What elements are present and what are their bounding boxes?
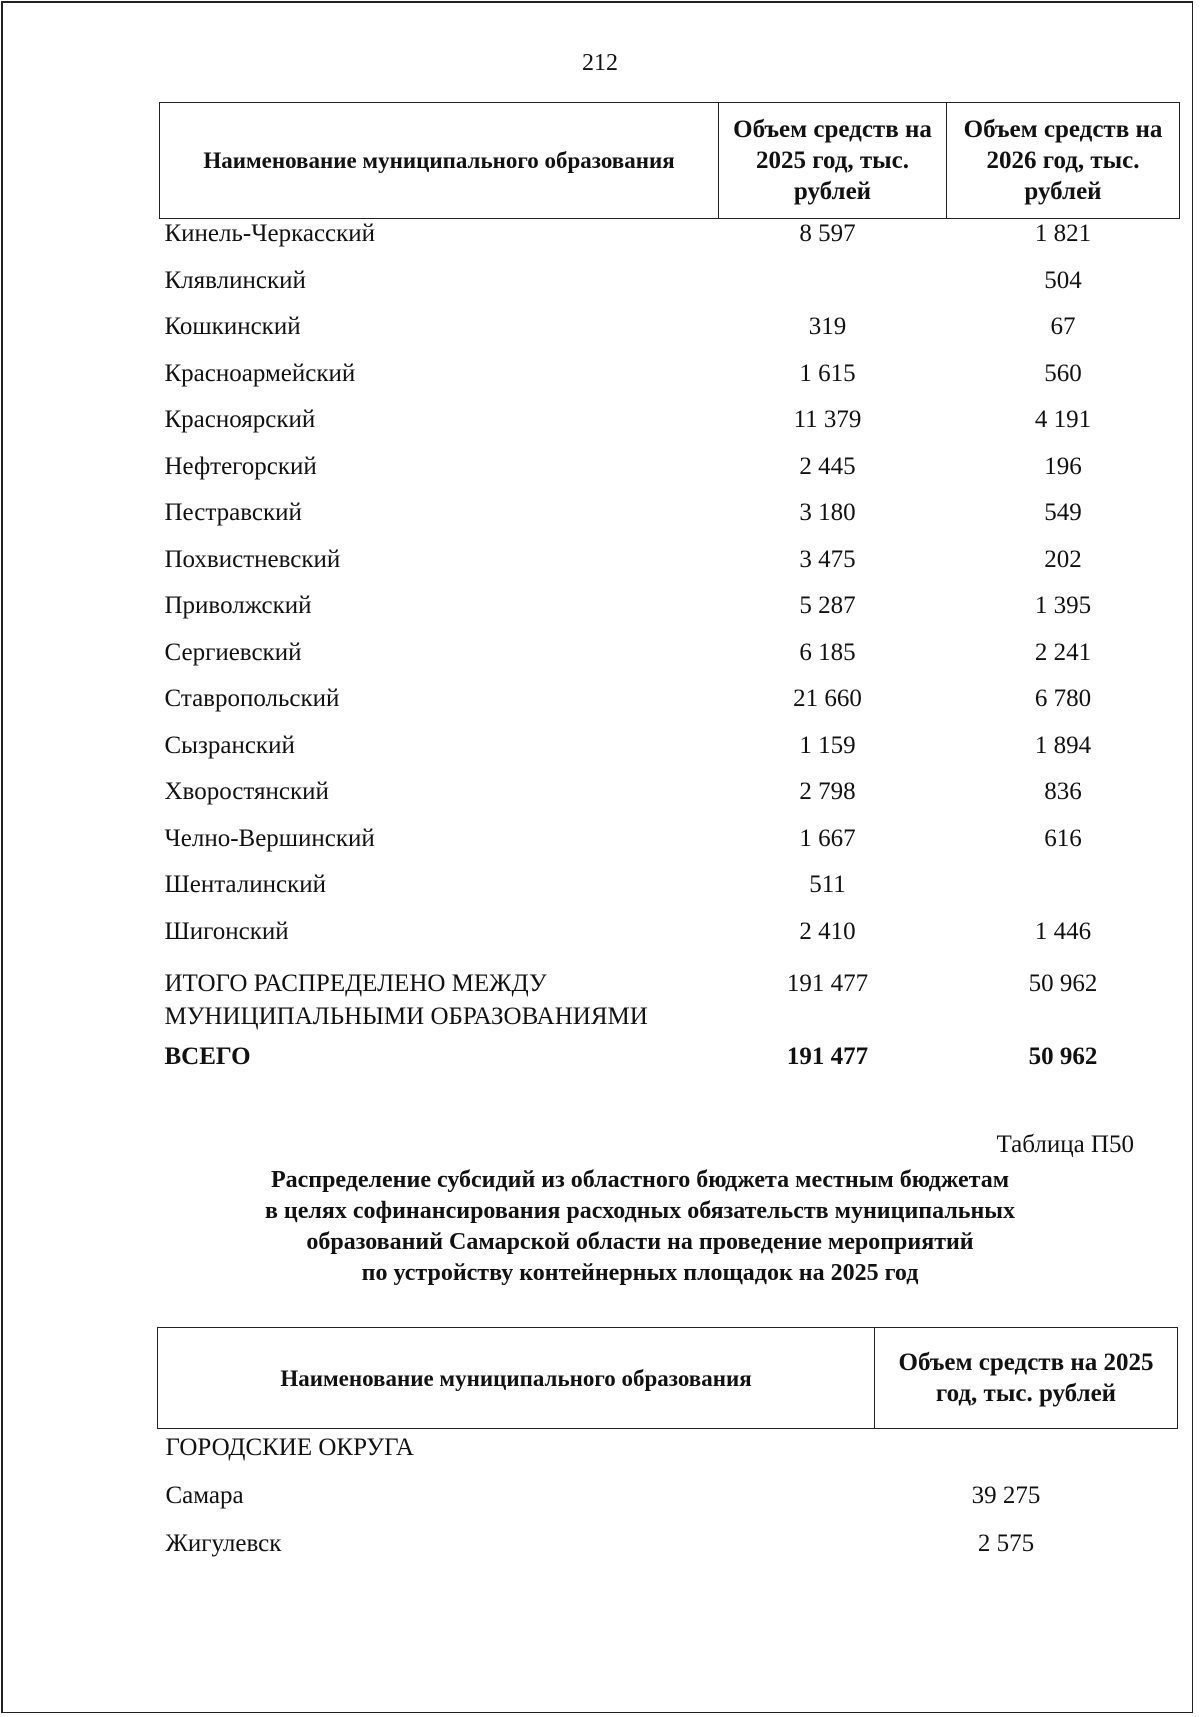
municipality-name: Шенталинский	[164, 871, 326, 898]
amount-2025: 1 159	[799, 731, 856, 759]
amount-2026: 1 395	[1034, 592, 1092, 619]
table-row	[160, 684, 1180, 731]
column-header-municipality: Наименование муниципального образования	[158, 1328, 875, 1429]
municipality-name: Красноармейский	[164, 359, 356, 387]
table-row	[160, 498, 1180, 545]
amount-2026: 549	[1044, 499, 1082, 526]
municipality-name: Самара	[165, 1482, 244, 1509]
municipality-name: Нефтегорский	[164, 452, 317, 480]
municipality-name: Кинель-Черкасский	[164, 220, 376, 247]
amount-2025: 6 185	[799, 638, 856, 666]
amount-2025: 3 180	[799, 499, 856, 526]
municipality-name: Сызранский	[164, 731, 295, 759]
amount-2025: 319	[808, 313, 847, 340]
amount-2025: 21 660	[793, 685, 862, 712]
column-header-municipality: Наименование муниципального образования	[160, 103, 719, 219]
municipality-name: Пестравский	[164, 499, 302, 526]
total-amount-2026: 50 962	[1028, 970, 1098, 997]
municipality-name: Приволжский	[164, 592, 312, 619]
amount-2025: 8 597	[799, 220, 856, 247]
amount-2026: 560	[1044, 359, 1082, 387]
table-header-row	[160, 103, 1180, 219]
municipality-name: Красноярский	[164, 406, 316, 433]
section-row	[158, 1429, 1178, 1480]
amount-2025	[719, 266, 947, 313]
amount-2026: 616	[1044, 824, 1082, 852]
amount-2025: 2 575	[977, 1530, 1035, 1557]
table-number-label: Таблица П50	[996, 1131, 1134, 1158]
total-label	[160, 963, 719, 1040]
amount-2026: 4 191	[1034, 406, 1092, 433]
municipality-name: Шигонский	[164, 917, 289, 945]
amount-2025: 1 615	[799, 359, 856, 387]
table-title-line: образований Самарской области на проведение мероприятий	[306, 1229, 974, 1255]
amount-2026: 202	[1044, 545, 1082, 573]
municipality-name: Клявлинский	[164, 266, 306, 294]
table-row	[158, 1527, 1178, 1575]
municipality-name: Челно-Вершинский	[164, 824, 375, 852]
table-title-line: в целях софинансирования расходных обязательств муниципальных	[264, 1198, 1016, 1224]
municipality-name: Жигулевск	[165, 1530, 282, 1557]
grand-total-label: ВСЕГО	[164, 1043, 251, 1070]
amount-2025: 5 287	[799, 592, 856, 619]
table-row	[160, 545, 1180, 592]
table-row	[160, 452, 1180, 499]
section-heading: ГОРОДСКИЕ ОКРУГА	[165, 1434, 414, 1461]
subsidy-table-2025-2026	[159, 102, 1180, 1080]
municipality-name: Похвистневский	[164, 545, 341, 573]
table-row	[160, 777, 1180, 824]
amount-2026: 1 821	[1034, 220, 1092, 247]
amount-2026: 6 780	[1034, 685, 1092, 712]
table-header-row	[158, 1328, 1178, 1429]
amount-2026: 196	[1044, 452, 1082, 480]
amount-2025: 11 379	[793, 406, 862, 433]
table-title	[140, 1165, 1140, 1289]
amount-2025: 1 667	[799, 824, 856, 852]
table-row	[160, 870, 1180, 917]
municipality-name: Ставропольский	[164, 685, 340, 712]
total-label-line-2: МУНИЦИПАЛЬНЫМИ ОБРАЗОВАНИЯМИ	[164, 1003, 648, 1030]
table-row	[160, 591, 1180, 638]
amount-2025: 2 410	[799, 917, 856, 945]
table-row	[160, 917, 1180, 964]
grand-total-amount-2025: 191 477	[786, 1043, 869, 1070]
table-row	[160, 219, 1180, 266]
column-header-2026: Объем средств на 2026 год, тыс. рублей	[947, 103, 1180, 219]
amount-2026	[947, 870, 1180, 917]
table-title-line: Распределение субсидий из областного бюджета местным бюджетам	[270, 1167, 1010, 1193]
container-sites-subsidy-table	[157, 1327, 1178, 1575]
amount-2026: 67	[1050, 313, 1076, 340]
amount-2026: 836	[1044, 778, 1082, 805]
table-row	[160, 312, 1180, 359]
total-row	[160, 963, 1180, 1040]
municipality-name: Хворостянский	[164, 778, 329, 805]
grand-total-amount-2026: 50 962	[1028, 1043, 1098, 1070]
amount-2025: 2 445	[799, 452, 856, 480]
total-label-line-1: ИТОГО РАСПРЕДЕЛЕНО МЕЖДУ	[164, 970, 547, 997]
column-header-2025: Объем средств на 2025 год, тыс. рублей	[719, 103, 947, 219]
column-header-2025: Объем средств на 2025 год, тыс. рублей	[875, 1328, 1178, 1429]
amount-2026: 2 241	[1034, 638, 1092, 666]
amount-2025: 511	[809, 871, 846, 898]
total-amount-2025: 191 477	[786, 970, 869, 997]
amount-2026: 504	[1044, 266, 1082, 294]
municipality-name: Сергиевский	[164, 638, 302, 666]
amount-2026: 1 446	[1034, 917, 1092, 945]
grand-total-row	[160, 1040, 1180, 1080]
amount-2025: 2 798	[799, 778, 856, 805]
table-row	[160, 638, 1180, 685]
amount-2026: 1 894	[1034, 731, 1092, 759]
table-row	[160, 824, 1180, 871]
amount-2025: 39 275	[971, 1482, 1041, 1509]
table-title-line: по устройству контейнерных площадок на 2025 год	[361, 1260, 919, 1286]
table-row	[160, 359, 1180, 406]
amount-2025: 3 475	[799, 545, 856, 573]
table-row	[160, 405, 1180, 452]
municipality-name: Кошкинский	[164, 313, 301, 340]
table-row	[158, 1479, 1178, 1527]
page-number: 212	[582, 50, 618, 76]
table-row	[160, 731, 1180, 778]
table-row	[160, 266, 1180, 313]
